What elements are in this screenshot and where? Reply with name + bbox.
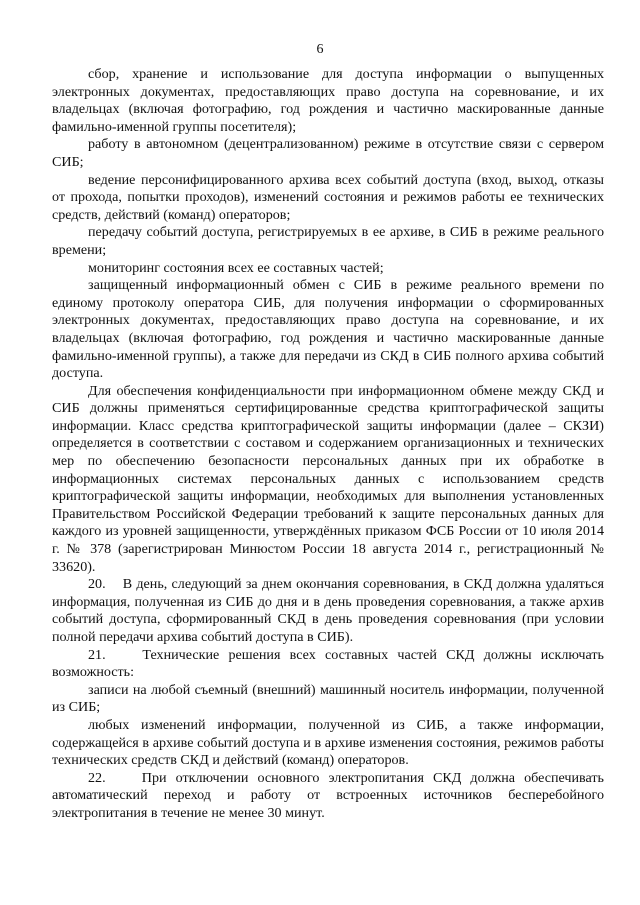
- page-number: 6: [316, 42, 324, 57]
- paragraph-no-modifications: любых изменений информации, полученной из СИБ, а также информации, содержащейся в архиве событий доступа и в архиве изменения состояния, режимов работы технических средств СКД и действий (команд) операторов.: [52, 716, 604, 769]
- paragraph-secure-exchange: защищенный информационный обмен с СИБ в режиме реального времени по единому протоколу оператора СИБ, для получения информации о сформированных электронных документах, предоставляющих право доступа на соревнование, и их владельцах (включая фотографию, год рождения и частично маскированные данные фамильно-именной группы), а также для передачи из СКД в СИБ полного архива событий доступа.: [52, 277, 604, 382]
- paragraph-item-21: 21. Технические решения всех составных частей СКД должны исключать возможность:: [52, 646, 604, 681]
- paragraph-no-external-media: записи на любой съемный (внешний) машинный носитель информации, полученной из СИБ;: [52, 681, 604, 716]
- paragraph-storage-usage: сбор, хранение и использование для доступа информации о выпущенных электронных документах, предоставляющих право доступа на соревнование, и их владельцах (включая фотографию, год рождения и частично маскированные данные фамильно-именной группы посетителя);: [52, 66, 604, 135]
- paragraph-monitoring: мониторинг состояния всех ее составных частей;: [88, 259, 384, 276]
- paragraph-item-22: 22. При отключении основного электропитания СКД должна обеспечивать автоматический переход и работу от встроенных источников бесперебойного электропитания в течение не менее 30 минут.: [52, 769, 604, 821]
- paragraph-event-transfer: передачу событий доступа, регистрируемых в ее архиве, в СИБ в режиме реального времени;: [52, 224, 604, 258]
- paragraph-confidentiality: Для обеспечения конфиденциальности при информационном обмене между СКД и СИБ должны применяться сертифицированные средства криптографической защиты информации. Класс средства криптографической защиты информации (далее – СКЗИ) определяется в соответствии с составом и содержанием организационных и технических мер по обеспечению безопасности персональных данных при их обработке в информационных системах персональных данных с использованием средств криптографической защиты информации, необходимых для выполнения установленных Правительством Российской Федерации требований к защите персональных данных для каждого из уровней защищенности, утверждённых приказом ФСБ России от 10 июля 2014 г. № 378 (зарегистрирован Минюстом России 18 августа 2014 г., регистрационный № 33620).: [52, 382, 604, 575]
- paragraph-autonomous-mode: работу в автономном (децентрализованном) режиме в отсутствие связи с сервером СИБ;: [52, 136, 604, 170]
- paragraph-item-20: 20. В день, следующий за днем окончания соревнования, в СКД должна удаляться информация, полученная из СИБ до дня и в день проведения соревнования, а также архив событий доступа, сформированный СКД в день проведения соревнования (при условии полной передачи архива событий доступа в СИБ).: [52, 576, 604, 645]
- paragraph-personalized-archive: ведение персонифицированного архива всех событий доступа (вход, выход, отказы от прохода, попытки проходов), изменений состояния и режимов работы ее технических средств, действий (команд) операторов;: [52, 171, 604, 223]
- document-body: [52, 66, 604, 823]
